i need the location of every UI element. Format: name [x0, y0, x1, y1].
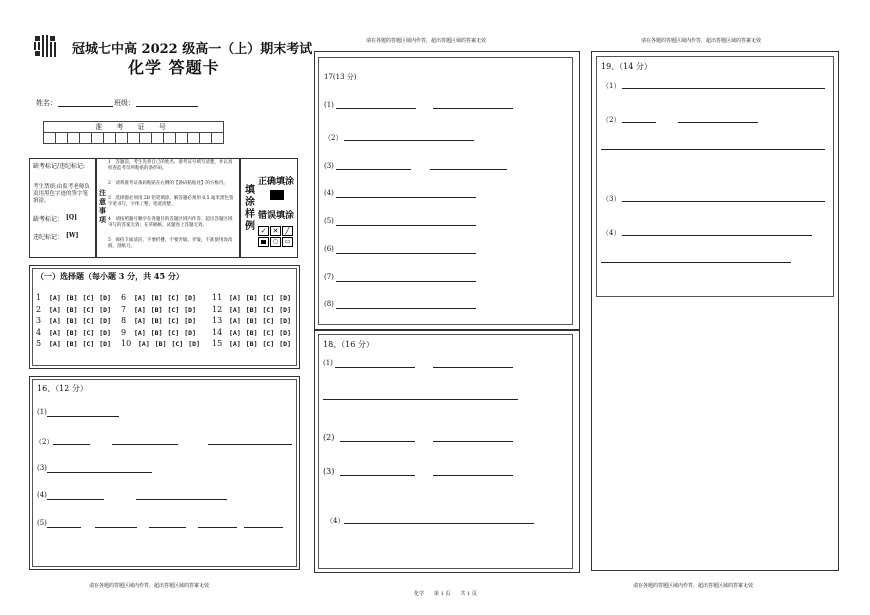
- mcq-option-bubble[interactable]: [A]: [134, 294, 146, 302]
- mcq-option-bubble[interactable]: [D]: [184, 317, 196, 325]
- mcq-option-bubble[interactable]: [A]: [134, 328, 146, 337]
- q18-sub4-label: （4）: [326, 517, 345, 525]
- mcq-question-number: 3: [36, 316, 42, 325]
- mcq-title: （一）选择题（每小题 3 分，共 45 分）: [36, 271, 184, 281]
- mcq-question-row: [212, 316, 291, 325]
- mcq-option-bubble[interactable]: [C]: [82, 305, 95, 314]
- mcq-option-bubble[interactable]: [D]: [279, 340, 291, 348]
- q16-sub5-answer-a[interactable]: [47, 527, 81, 528]
- q16-sub2-answer-a[interactable]: [53, 444, 90, 445]
- mcq-question-row: [212, 328, 291, 337]
- q19-sub2-label: （2）: [602, 116, 621, 124]
- mcq-option-bubble[interactable]: [D]: [279, 305, 291, 314]
- mcq-question-number: 14: [212, 327, 223, 337]
- mcq-question-row: [36, 328, 111, 337]
- mcq-option-bubble[interactable]: [D]: [99, 294, 111, 302]
- mcq-option-bubble[interactable]: [B]: [65, 305, 78, 314]
- mcq-option-bubble[interactable]: [A]: [49, 294, 61, 302]
- mcq-question-number: 6: [121, 293, 127, 302]
- q17-title: 17(13 分): [324, 73, 357, 81]
- mcq-option-bubble[interactable]: [C]: [262, 294, 275, 302]
- q19-sub2-answer-b[interactable]: [678, 122, 758, 123]
- q18-sub4-answer[interactable]: [344, 523, 534, 524]
- mcq-question-row: [212, 293, 291, 302]
- mcq-option-bubble[interactable]: [C]: [262, 340, 275, 348]
- q16-sub4-answer-b[interactable]: [136, 499, 227, 500]
- fill-sample-title: 填涂样例: [245, 185, 255, 232]
- mcq-option-bubble[interactable]: [C]: [82, 328, 95, 337]
- q16-sub5-answer-d[interactable]: [198, 527, 237, 528]
- name-label: 姓名：: [36, 99, 57, 107]
- mcq-question-row: [121, 339, 200, 348]
- mcq-question-number: 4: [36, 327, 42, 337]
- absent-mark-title: 缺考标记/违纪标记:: [33, 163, 86, 170]
- name-field[interactable]: [58, 106, 113, 107]
- correct-fill-label: 正确填涂: [258, 177, 295, 187]
- violation-mark-code[interactable]: [W]: [66, 232, 79, 239]
- q17-sub6-label: (6): [324, 245, 334, 253]
- mcq-option-bubble[interactable]: [C]: [167, 328, 180, 337]
- mcq-option-bubble[interactable]: [D]: [99, 305, 111, 314]
- mcq-option-bubble[interactable]: [B]: [245, 294, 258, 302]
- q18-sub3-answer-b[interactable]: [433, 475, 513, 476]
- q16-sub5-answer-c[interactable]: [149, 527, 186, 528]
- mcq-option-bubble[interactable]: [A]: [49, 340, 61, 348]
- mcq-question-row: [36, 305, 111, 314]
- q17-sub2-answer[interactable]: [344, 140, 474, 141]
- mcq-question-row: [121, 305, 196, 314]
- q17-sub8-label: (8): [324, 300, 334, 308]
- q17-sub8-answer[interactable]: [336, 308, 476, 309]
- q16-inner-frame: [32, 379, 297, 567]
- mcq-question-number: 10: [121, 339, 132, 348]
- mcq-option-bubble[interactable]: [D]: [99, 340, 111, 348]
- header-warning-middle: 请在各题的答题区域内作答，超出答题区域的答案无效: [366, 38, 487, 44]
- page-subtitle: 化学 答题卡: [128, 58, 220, 77]
- mcq-option-bubble[interactable]: [D]: [188, 340, 200, 348]
- mcq-question-number: 2: [36, 304, 42, 314]
- mcq-question-row: [121, 293, 196, 302]
- note-item-2: 2 请将准考证条码粘贴在右侧的【条码粘贴处】的方框内。: [108, 181, 228, 186]
- mcq-option-bubble[interactable]: [D]: [184, 328, 196, 337]
- q19-sub1-answer[interactable]: [622, 88, 825, 89]
- note-item-3: 3 选择题必须用 2B 铅笔填涂，解答题必须用 0.5 毫米黑色签字笔书写，字体工整、笔迹清楚。: [108, 196, 234, 207]
- q16-sub2-answer-c[interactable]: [208, 444, 292, 445]
- q17-sub7-answer[interactable]: [336, 281, 476, 282]
- q16-sub2-answer-b[interactable]: [112, 444, 178, 445]
- page-title: 冠城七中高 2022 级高一（上）期末考试: [72, 42, 313, 57]
- mcq-option-bubble[interactable]: [B]: [65, 328, 78, 337]
- mcq-option-bubble[interactable]: [B]: [150, 305, 163, 314]
- q17-sub3-answer-b[interactable]: [430, 169, 507, 170]
- mcq-option-bubble[interactable]: [C]: [167, 305, 180, 314]
- q17-sub5-answer[interactable]: [336, 225, 476, 226]
- note-item-5: 5 保持卡面清洁，不要折叠、不要弄破、弄皱，不准使用涂改液、刮纸刀。: [108, 238, 233, 249]
- mcq-option-bubble[interactable]: [A]: [134, 305, 146, 314]
- mcq-question-number: 1: [36, 293, 42, 302]
- mcq-option-bubble[interactable]: [C]: [167, 317, 180, 325]
- absent-mark-box: [29, 158, 96, 258]
- note-item-4: 4 请按照题号顺序在各题目的答题区域内作答，超出答题区域书写的答案无效；在草稿纸、试题卷上答题无效。: [108, 217, 233, 228]
- q18-sub1-answer-a[interactable]: [335, 367, 415, 368]
- mcq-question-number: 7: [121, 304, 127, 314]
- q17-sub1-label: (1): [324, 101, 334, 109]
- mcq-option-bubble[interactable]: [B]: [150, 294, 163, 302]
- q16-sub4-answer-a[interactable]: [47, 499, 104, 500]
- mcq-option-bubble[interactable]: [A]: [49, 328, 61, 337]
- mcq-question-row: [212, 305, 291, 314]
- mcq-option-bubble[interactable]: [C]: [82, 294, 95, 302]
- ticket-number-grid[interactable]: [43, 121, 224, 144]
- mcq-question-row: [212, 339, 291, 348]
- q19-sub3-answer[interactable]: [622, 201, 825, 202]
- mcq-option-bubble[interactable]: [A]: [138, 340, 150, 348]
- q18-sub2-answer-a[interactable]: [340, 441, 415, 442]
- mcq-option-bubble[interactable]: [D]: [184, 305, 196, 314]
- wrong-fill-label: 错误填涂: [258, 211, 295, 221]
- q16-title: 16、（12 分）: [37, 384, 88, 393]
- q16-sub5-label: (5): [37, 519, 47, 527]
- note-item-1: 1 答题前，考生先将自己的姓名、准考证号填写清楚，并认真检查监考员所粘贴的条形码。: [108, 160, 233, 171]
- mcq-option-bubble[interactable]: [D]: [99, 317, 111, 325]
- mcq-option-bubble[interactable]: [A]: [229, 340, 241, 348]
- q18-sub1-label: (1): [323, 359, 333, 367]
- mcq-option-bubble[interactable]: [A]: [229, 294, 241, 302]
- q18-sub3-label: (3): [323, 467, 335, 476]
- q18-sub3-answer-a[interactable]: [340, 475, 415, 476]
- mcq-option-bubble[interactable]: [D]: [279, 294, 291, 302]
- mcq-option-bubble[interactable]: [C]: [82, 317, 95, 325]
- wrong-fill-samples-icon: ✓ ✕ ╱ ○ ▭: [258, 226, 296, 248]
- mcq-option-bubble[interactable]: [B]: [245, 305, 258, 314]
- q18-inner-frame: [318, 334, 573, 569]
- mcq-option-bubble[interactable]: [A]: [49, 317, 61, 325]
- mcq-option-bubble[interactable]: [D]: [279, 328, 291, 337]
- mcq-question-row: [121, 328, 196, 337]
- qr-code-icon: [34, 35, 56, 57]
- q19-sub2-answer-c[interactable]: [601, 149, 825, 150]
- mcq-question-number: 13: [212, 316, 223, 325]
- violation-mark-label: 违纪标记：: [33, 234, 64, 241]
- class-field[interactable]: [136, 106, 198, 107]
- mcq-option-bubble[interactable]: [A]: [134, 317, 146, 325]
- mcq-question-number: 11: [212, 293, 223, 302]
- mcq-option-bubble[interactable]: [C]: [262, 317, 275, 325]
- mcq-option-bubble[interactable]: [C]: [171, 340, 184, 348]
- mcq-question-row: [36, 316, 111, 325]
- mcq-option-bubble[interactable]: [D]: [184, 294, 196, 302]
- q16-sub5-answer-b[interactable]: [95, 527, 137, 528]
- mcq-option-bubble[interactable]: [D]: [279, 317, 291, 325]
- q17-sub2-label: （2）: [324, 134, 343, 142]
- mcq-question-row: [36, 293, 111, 302]
- q19-sub2-answer-a[interactable]: [622, 122, 656, 123]
- mcq-question-row: [121, 316, 196, 325]
- mcq-option-bubble[interactable]: [B]: [150, 328, 163, 337]
- q16-sub1-label: (1): [37, 408, 47, 416]
- q16-sub4-label: (4): [37, 491, 47, 499]
- notes-title: 注意事项: [99, 188, 106, 224]
- q19-sub4-answer-b[interactable]: [601, 262, 791, 263]
- mcq-option-bubble[interactable]: [B]: [245, 317, 258, 325]
- q17-sub4-answer[interactable]: [336, 197, 476, 198]
- footer-warning-right: 请在各题的答题区域内作答，超出答题区域的答案无效: [633, 583, 754, 589]
- absent-mark-label: 缺考标记：: [33, 216, 64, 223]
- q19-sub4-answer-a[interactable]: [622, 235, 812, 236]
- mcq-option-bubble[interactable]: [C]: [167, 294, 180, 302]
- mcq-question-number: 9: [121, 327, 127, 337]
- q18-title: 18、（16 分）: [323, 340, 374, 349]
- q17-sub7-label: (7): [324, 273, 334, 281]
- mcq-option-bubble[interactable]: [B]: [65, 317, 78, 325]
- q17-sub1-answer-b[interactable]: [433, 108, 513, 109]
- mcq-option-bubble[interactable]: [B]: [150, 317, 163, 325]
- mcq-option-bubble[interactable]: [A]: [49, 305, 61, 314]
- q19-sub1-label: （1）: [602, 82, 621, 90]
- mcq-option-bubble[interactable]: [D]: [99, 328, 111, 337]
- correct-fill-sample-icon: [270, 190, 284, 200]
- q18-sub2-answer-b[interactable]: [433, 441, 513, 442]
- mcq-option-bubble[interactable]: [B]: [65, 340, 78, 348]
- mcq-option-bubble[interactable]: [C]: [262, 328, 275, 337]
- q18-sub2-label: (2): [323, 433, 335, 442]
- header-warning-right: 请在各题的答题区域内作答，超出答题区域的答案无效: [641, 38, 762, 44]
- mcq-question-number: 15: [212, 339, 223, 348]
- q17-sub1-answer-a[interactable]: [336, 108, 416, 109]
- mcq-option-bubble[interactable]: [B]: [245, 328, 258, 337]
- mcq-option-bubble[interactable]: [A]: [229, 328, 241, 337]
- q17-sub3-label: (3): [324, 162, 334, 170]
- q16-sub3-answer[interactable]: [47, 472, 152, 473]
- q19-sub4-label: （4）: [602, 229, 621, 237]
- absent-mark-code[interactable]: [Q]: [66, 214, 77, 221]
- mcq-option-bubble[interactable]: [B]: [245, 340, 258, 348]
- mcq-option-bubble[interactable]: [A]: [229, 317, 241, 325]
- q17-sub6-answer[interactable]: [336, 253, 476, 254]
- ticket-number-label: 准 考 证 号: [44, 122, 224, 133]
- q17-sub5-label: (5): [324, 217, 334, 225]
- q16-sub5-answer-e[interactable]: [244, 527, 283, 528]
- mcq-question-number: 12: [212, 304, 223, 314]
- mcq-question-number: 8: [121, 316, 127, 325]
- q16-sub2-label: （2）: [35, 438, 54, 446]
- mcq-question-number: 5: [36, 339, 42, 348]
- q17-sub4-label: (4): [324, 189, 334, 197]
- mcq-option-bubble[interactable]: [B]: [65, 294, 78, 302]
- absent-mark-note: 考生禁填:由监考老师负责用黑色字迹的签字笔填涂。: [33, 184, 90, 204]
- page-number: 化学 第 1 页 共 1 页: [414, 591, 477, 597]
- q17-inner-frame: [318, 57, 573, 325]
- footer-warning-left: 请在各题的答题区域内作答，超出答题区域的答案无效: [89, 583, 210, 589]
- q19-title: 19、（14 分）: [601, 62, 652, 71]
- q16-sub1-answer[interactable]: [47, 416, 119, 417]
- q19-sub3-label: （3）: [602, 195, 621, 203]
- q18-sub1-answer-b[interactable]: [433, 367, 513, 368]
- mcq-option-bubble[interactable]: [C]: [262, 305, 275, 314]
- q16-sub3-label: (3): [37, 464, 47, 472]
- mcq-option-bubble[interactable]: [C]: [82, 340, 95, 348]
- q18-sub1-answer-c[interactable]: [323, 399, 518, 400]
- q19-inner-frame: [596, 56, 834, 297]
- class-label: 班级：: [114, 99, 135, 107]
- mcq-question-row: [36, 339, 111, 348]
- mcq-option-bubble[interactable]: [A]: [229, 305, 241, 314]
- mcq-option-bubble[interactable]: [B]: [154, 340, 167, 348]
- q17-sub3-answer-a[interactable]: [336, 169, 411, 170]
